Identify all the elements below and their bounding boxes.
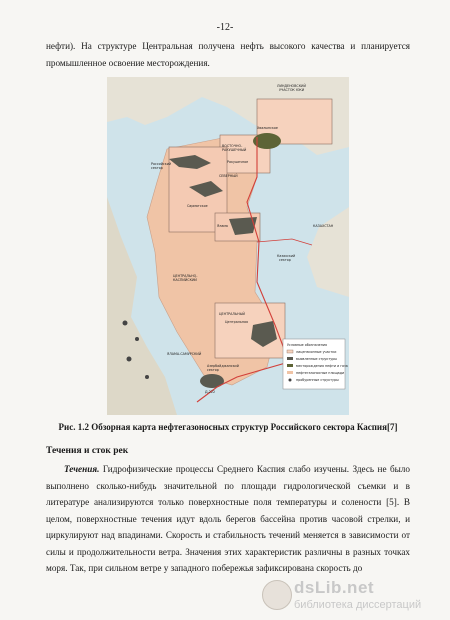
caspian-map (107, 77, 349, 415)
paragraph-body: Гидрофизические процессы Среднего Каспия слабо изучены. Здесь не было выполнено сколько-нибудь значительной по площади гидрологической съемки и в литературе анализируются только поверхностные поля температуры и солености [5]. В целом, поверхностные течения идут вдоль берегов бассейна против часовой стрелки, и циркулируют над впадинами. Скорость и стабильность течений меняется в зависимости от силы и продолжительности ветра. Значения этих характеристик различны в разных точках моря. Так, при сильном ветре у западного побережья зафиксирована скорость до (46, 464, 410, 573)
map-label-khvalynskoe: Хвалынское (257, 126, 278, 130)
map-label-russian-2: сектор (151, 166, 163, 170)
map-label-kaz-sector: Казахский (277, 254, 296, 258)
map-label-az-sector-2: сектор (207, 368, 219, 372)
watermark-badge-icon (262, 580, 292, 610)
watermark-subtitle: библиотека диссертаций (294, 599, 422, 611)
map-label-yalama-samur: ЯЛАМА-САМУРСКИЙ (167, 352, 202, 356)
legend-item: месторождения нефти и газа (296, 364, 348, 368)
map-label-sarmat: Сарматское (187, 204, 208, 208)
map-label-east-2: РАКУШЕЧНЫЙ (222, 148, 247, 152)
field-dot-4 (145, 375, 149, 379)
field-dot-1 (123, 321, 128, 326)
map-figure (107, 77, 349, 415)
map-label-centralny: ЦЕНТРАЛЬНЫЙ (219, 312, 245, 316)
field-dot-3 (127, 357, 132, 362)
map-label-kaz-sector-2: сектор (279, 258, 291, 262)
section-heading: Течения и сток рек (46, 446, 129, 456)
map-label-central-caspian-2: КАСПИЙСКИЙ (173, 278, 197, 282)
field-dot-2 (135, 337, 139, 341)
map-label-kazakhstan: КАЗАХСТАН (313, 224, 334, 228)
legend-item: выявленные структуры (296, 357, 337, 361)
map-label-lindenovsky-2: УЧАСТОК ЮКИ (279, 88, 305, 92)
legend-item: пробуренные структуры (296, 378, 339, 382)
map-label-az-sector: Азербайджанский (207, 364, 239, 368)
map-label-centralnaya: Центральная (225, 320, 248, 324)
paragraph-lead: Течения. (64, 464, 100, 474)
page-number: -12- (216, 22, 234, 33)
map-label-central-caspian: ЦЕНТРАЛЬНО- (173, 274, 198, 278)
map-label-severny: СЕВЕРНЫЙ (219, 174, 238, 178)
figure-caption: Рис. 1.2 Обзорная карта нефтегазоносных структур Российского сектора Каспия[7] (58, 422, 398, 432)
map-label-russian: Российский (151, 162, 172, 166)
watermark (262, 578, 442, 618)
map-label-d222: Д-222 (205, 390, 216, 394)
paragraph-2 (46, 461, 410, 577)
map-label-east: ВОСТОЧНО- (222, 144, 243, 148)
map-label-lindenovsky: ЛИНДЕНОВСКИЙ (277, 84, 306, 88)
legend-item: лицензионные участки (296, 350, 337, 354)
legend-item: нефтегазоносные площади (296, 371, 345, 375)
map-label-rakushechnoe: Ракушечное (227, 160, 249, 164)
map-label-yalama: Ялама (217, 224, 228, 228)
legend-title: Условные обозначения (287, 343, 327, 347)
map-legend (283, 339, 348, 389)
paragraph-1: нефти). На структуре Центральная получена нефть высокого качества и планируется промышленное освоение месторождения. (46, 41, 410, 68)
watermark-brand: dsLib.net (294, 578, 375, 597)
